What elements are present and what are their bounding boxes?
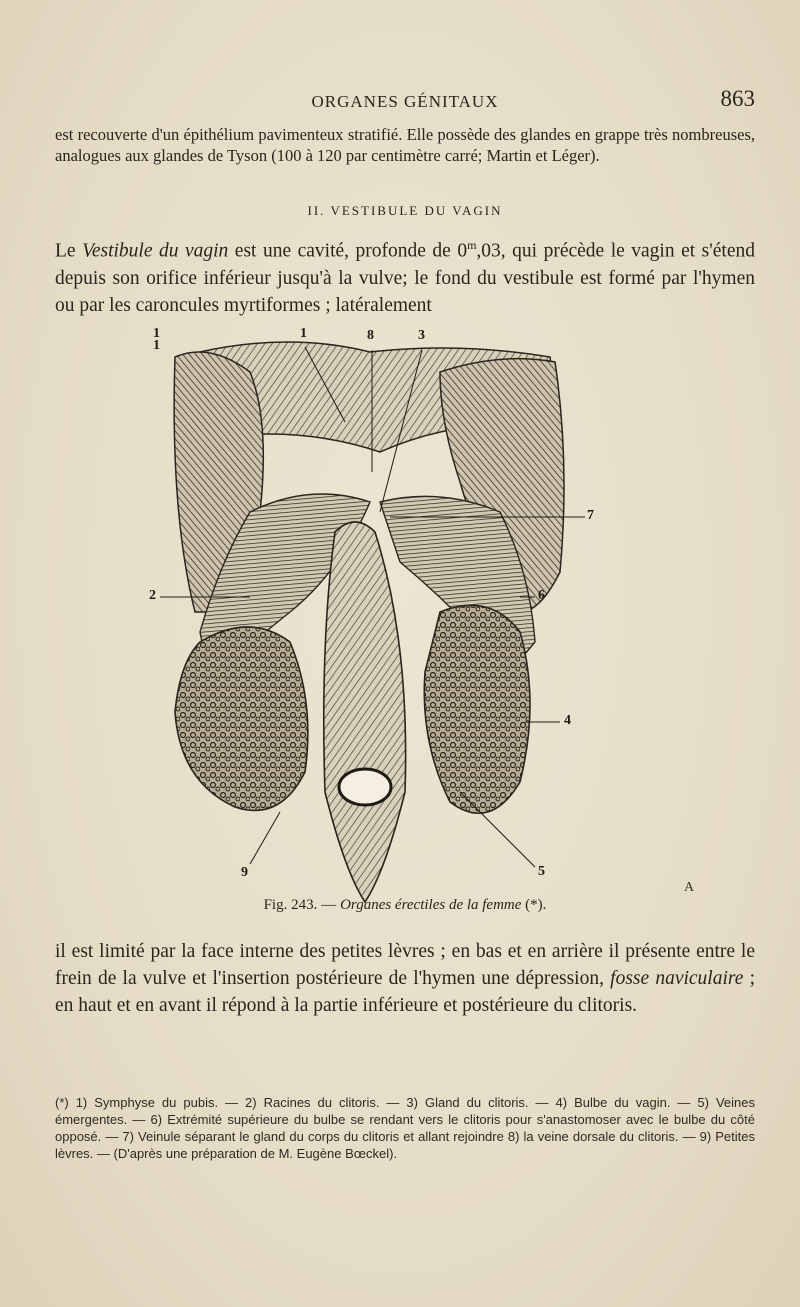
unit-superscript: m [467,238,477,252]
anatomical-figure [140,312,600,922]
figure-label: 6 [538,588,545,603]
paragraph-epithelium: est recouverte d'un épithélium pavimenteux stratifié. Elle possède des glandes en grappe très nombreuses, analogues aux glandes de Tyson (100 à 120 par centimètre carré; Martin et Léger). [55,125,755,165]
engraving-illustration [140,312,600,922]
figure-label: 1 [153,326,160,341]
paragraph-vestibule-definition [55,232,755,319]
paragraph-intro: Le [55,240,83,262]
paragraph-vestibule-limits [55,938,755,1019]
section-heading: II. VESTIBULE DU VAGIN [307,203,503,218]
figure-label: 7 [587,508,594,523]
paragraph-text: est une cavité, profonde de 0 [228,240,468,262]
figure-label: 9 [241,865,248,880]
figure-label: 5 [538,864,545,879]
caption-number: Fig. 243. — [263,897,337,913]
term-vestibule: Vestibule du vagin [82,240,229,262]
margin-mark: A [684,880,695,895]
caption-ref: (*). [525,897,547,913]
figure-label: 4 [564,713,571,728]
paragraph-text-continued: ; en haut et en avant il répond à la partie inférieure et postérieure du clitoris. [55,968,755,1016]
figure-label: 2 [149,588,156,603]
page-header [55,86,755,116]
figure-label: 8 [367,328,374,343]
figure-footnote: (*) 1) Symphyse du pubis. — 2) Racines du clitoris. — 3) Gland du clitoris. — 4) Bulbe du vagin. — 5) Veines émergentes. — 6) Extrémité supérieure du bulbe se rendant vers le clitoris pour s'anastomoser avec le bulbe du côté opposé. — 7) Veinule séparant le gland du corps du clitoris et allant rejoindre 8) la veine dorsale du clitoris. — 9) Petites lèvres. — (D'après une préparation de M. Eugène Bœckel). [55,1095,755,1161]
figure-label: 1 [153,338,160,353]
paragraph-text-continued: ,03, qui précède le vagin et s'étend depuis son orifice inférieur jusqu'à la vulve; le fond du vestibule est formé par l'hymen ou par les caroncules myrtiformes ; latéralement [55,240,755,316]
page-number: 863 [720,86,755,111]
term-fosse-naviculaire: fosse naviculaire [610,968,744,989]
running-title: ORGANES GÉNITAUX [311,92,499,111]
figure-label: 3 [418,328,425,343]
figure-caption [55,897,755,914]
caption-title: Organes érectiles de la femme [340,897,522,913]
figure-label: 1 [300,326,307,341]
paragraph-text: il est limité par la face interne des petites lèvres ; en bas et en arrière il présente entre le frein de la vulve et l'insertion postérieure de l'hymen une dépression, [55,941,755,989]
